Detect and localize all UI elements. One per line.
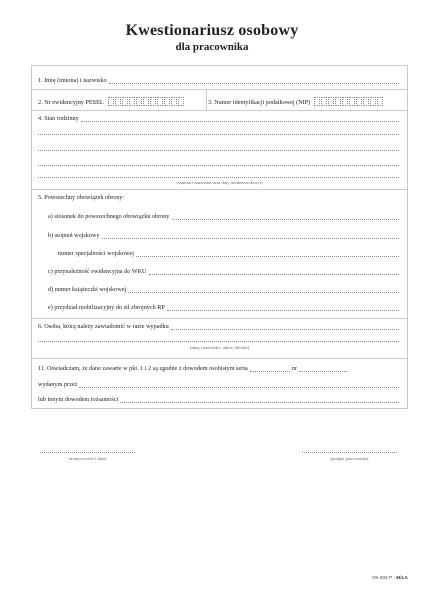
other-id-label: lub innym dowodem tożsamości <box>38 396 119 403</box>
signature-hint: (podpis pracownika) <box>330 456 369 461</box>
place-date-field[interactable] <box>40 448 135 453</box>
family-label: 4. Stan rodzinny <box>38 115 79 122</box>
declaration-row-1 <box>38 365 347 372</box>
id-series-field[interactable] <box>250 371 290 372</box>
pesel-nip-divider <box>206 89 207 110</box>
section-emergency <box>32 318 407 359</box>
id-number-field[interactable] <box>299 371 347 372</box>
brand-logo: MiLA <box>396 576 408 581</box>
page-subtitle: dla pracownika <box>175 41 249 53</box>
declaration-row-2 <box>38 381 399 388</box>
nip-row <box>208 97 384 106</box>
defense-row-b2-field[interactable] <box>136 251 399 257</box>
section-name <box>32 66 407 90</box>
defense-row-e-field[interactable] <box>167 305 399 311</box>
emergency-line-2[interactable] <box>38 341 399 342</box>
place-date-hint: (miejscowość i data) <box>68 456 107 461</box>
defense-row-c <box>48 268 399 275</box>
defense-row-b-label: b) stopień wojskowy <box>48 232 100 239</box>
name-row <box>38 77 399 84</box>
nip-label: 3. Numer identyfikacji podatkowej (NIP) <box>208 99 311 106</box>
section-pesel-nip <box>32 89 407 111</box>
pesel-row <box>38 97 185 106</box>
family-line-4[interactable] <box>38 165 399 166</box>
family-hint: (imiona i nazwiska oraz daty urodzenia dzieci) <box>176 180 263 185</box>
defense-row-d <box>48 286 399 293</box>
family-row <box>38 115 399 122</box>
defense-row-c-label: c) przynależność ewidencyjna do WKU <box>48 268 147 275</box>
emergency-hint: (imię i nazwisko, adres, telefon) <box>189 345 250 350</box>
defense-label: 5. Powszechny obowiązek obrony: <box>38 194 125 201</box>
declaration-text: 11. Oświadczam, że dane zawarte w pkt. 1 i 2 są zgodne z dowodem osobistym seria <box>38 365 248 372</box>
emergency-field[interactable] <box>171 324 399 330</box>
id-number-label: nr <box>291 365 297 372</box>
signature-field[interactable] <box>302 448 397 453</box>
family-line-3[interactable] <box>38 150 399 151</box>
section-declaration <box>32 358 407 410</box>
emergency-label: 6. Osoba, którą należy zawiadomić w razie wypadku <box>38 323 169 330</box>
defense-row-d-label: d) numer książeczki wojskowej <box>48 286 127 293</box>
name-field[interactable] <box>109 78 399 84</box>
declaration-row-3 <box>38 396 399 403</box>
emergency-row <box>38 323 399 330</box>
family-field[interactable] <box>81 116 399 122</box>
defense-row-a-label: a) stosunek do powszechnego obowiązku obrony <box>48 213 170 220</box>
defense-row-b2 <box>58 250 399 257</box>
footer: Os-202 P : MiLA <box>372 576 408 581</box>
issued-by-field[interactable] <box>79 382 399 388</box>
pesel-field[interactable] <box>108 97 185 106</box>
pesel-label: 2. Nr ewidencyjny PESEL <box>38 99 104 106</box>
page-title: Kwestionariusz osobowy <box>125 22 299 39</box>
defense-row-a-field[interactable] <box>172 214 400 220</box>
section-family <box>32 110 407 190</box>
defense-row-e-label: e) przydział mobilizacyjny do sił zbrojnych RP <box>48 304 165 311</box>
family-line-5[interactable] <box>38 177 399 178</box>
defense-row-c-field[interactable] <box>149 269 399 275</box>
defense-row-b-field[interactable] <box>102 233 399 239</box>
issued-by-label: wydanym przez <box>38 381 78 388</box>
defense-row-a <box>48 213 399 220</box>
questionnaire-form <box>31 65 408 409</box>
other-id-field[interactable] <box>120 397 399 403</box>
section-defense <box>32 189 407 319</box>
defense-row-e <box>48 304 399 311</box>
defense-row-b <box>48 232 399 239</box>
form-code: Os-202 P <box>372 576 393 581</box>
defense-row-b2-label: numer specjalności wojskowej <box>58 250 134 257</box>
family-line-2[interactable] <box>38 134 399 135</box>
nip-field[interactable] <box>314 97 384 106</box>
defense-row-d-field[interactable] <box>128 287 399 293</box>
name-label: 1. Imię (imiona) i nazwisko <box>38 77 107 84</box>
